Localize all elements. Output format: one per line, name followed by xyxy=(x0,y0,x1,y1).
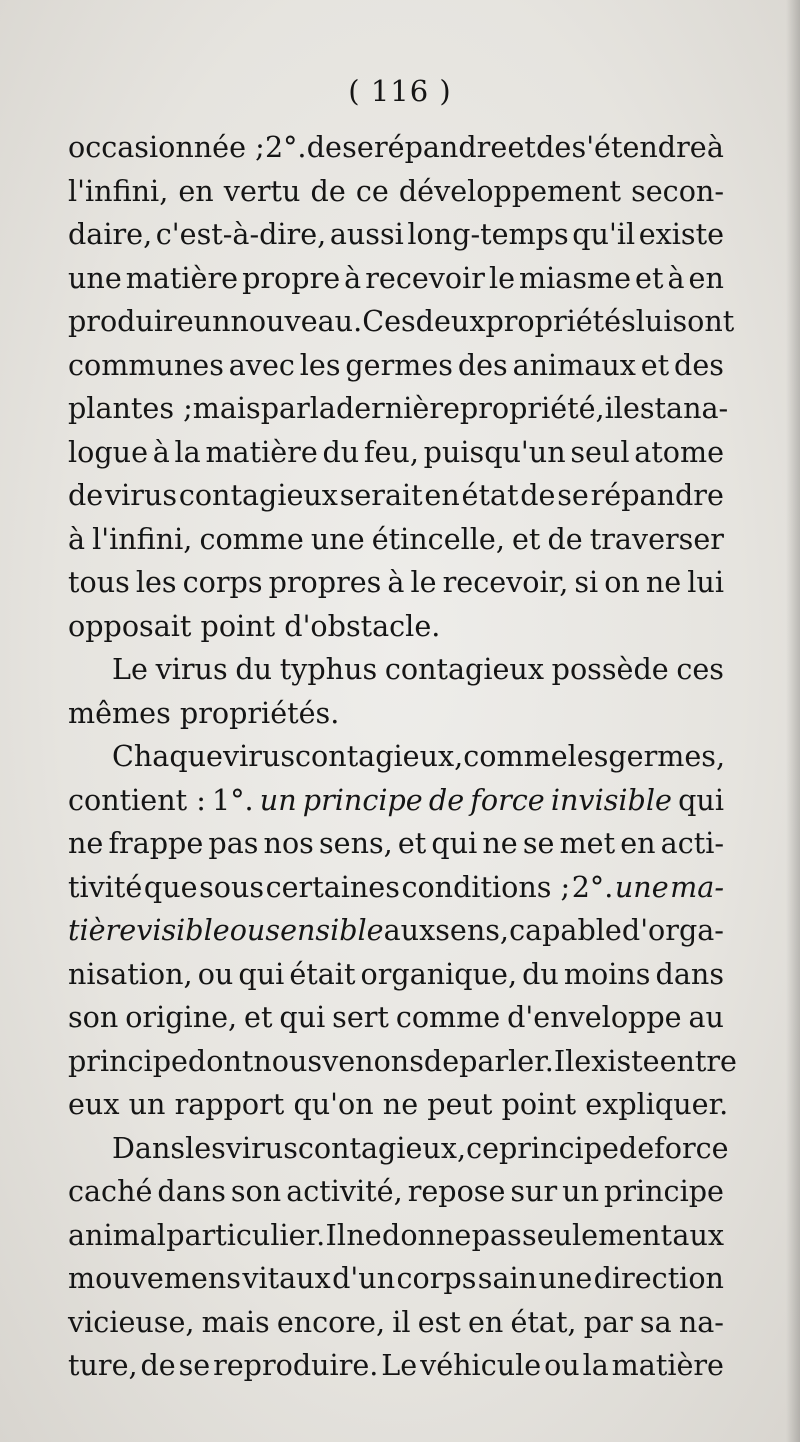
word: se xyxy=(342,130,374,164)
word: sous xyxy=(199,869,265,904)
word: vicieuse, xyxy=(68,1304,195,1339)
word: virus xyxy=(222,739,296,773)
word: virus xyxy=(225,1130,298,1165)
text-line xyxy=(68,1214,724,1258)
word: dans xyxy=(655,956,724,991)
word: contagieux, xyxy=(295,739,464,773)
word: long-temps xyxy=(407,217,569,251)
word: qu'il xyxy=(572,217,636,251)
word: peut xyxy=(427,1087,493,1121)
word: Il xyxy=(325,1217,346,1252)
word: le xyxy=(410,565,437,599)
word: pas xyxy=(471,1217,522,1252)
word: la xyxy=(174,434,201,469)
word: nisation, xyxy=(68,956,193,991)
word: comme xyxy=(463,739,568,773)
page-number: ( 116 ) xyxy=(348,74,452,108)
word: ou xyxy=(197,956,234,991)
word: propre xyxy=(242,260,341,295)
word: un xyxy=(128,1087,166,1121)
word: sain xyxy=(477,1261,538,1295)
word: sens, xyxy=(318,826,393,860)
word: se xyxy=(557,478,589,512)
word: visible xyxy=(136,913,230,947)
word: repose xyxy=(407,1174,506,1208)
text-line xyxy=(68,518,724,562)
word: ou xyxy=(544,1348,580,1382)
word: sa xyxy=(639,1304,672,1339)
word: est xyxy=(622,391,667,425)
word: matière xyxy=(125,260,239,295)
word: venons xyxy=(322,1043,424,1078)
word: principe xyxy=(302,782,423,817)
word: typhus xyxy=(279,652,378,686)
word: mêmes xyxy=(68,695,171,730)
word: lui xyxy=(635,304,673,338)
word: propriétés. xyxy=(179,695,340,730)
word: contagieux xyxy=(384,652,544,686)
word: corps xyxy=(396,1261,477,1295)
word: ne xyxy=(382,1087,419,1121)
word: ne xyxy=(68,826,104,860)
text-line xyxy=(68,692,724,736)
text-line xyxy=(68,866,724,910)
word: de xyxy=(423,1043,460,1078)
word: de xyxy=(140,1348,176,1382)
word: expliquer. xyxy=(585,1087,729,1121)
text-line xyxy=(68,126,724,170)
word: 2°. xyxy=(264,130,307,164)
word: à xyxy=(706,130,724,164)
word: puisqu'un xyxy=(423,434,566,469)
text-line xyxy=(68,822,724,866)
word: qui xyxy=(238,956,285,991)
word: vertu xyxy=(223,173,301,208)
word: que xyxy=(143,869,198,904)
word: 1°. xyxy=(212,782,254,817)
word: parler. xyxy=(459,1043,554,1078)
word: mais xyxy=(192,391,261,425)
word: les xyxy=(185,1130,226,1165)
word: en xyxy=(620,826,656,860)
word: encore, xyxy=(276,1304,386,1339)
word: ne xyxy=(482,826,518,860)
word: sur xyxy=(510,1174,558,1208)
word: le xyxy=(488,260,516,295)
word: il xyxy=(392,1304,411,1339)
word: matière xyxy=(611,1348,724,1382)
word: de xyxy=(618,1130,655,1165)
word: étincelle, xyxy=(371,521,505,556)
text-line xyxy=(68,996,724,1040)
word: l'infini, xyxy=(68,173,169,208)
text-line xyxy=(68,1170,724,1214)
word: recevoir, xyxy=(442,565,569,599)
word: seul xyxy=(570,434,630,469)
word: était xyxy=(289,956,356,991)
word: ma- xyxy=(670,869,724,904)
word: véhicule xyxy=(420,1348,542,1382)
word: avec xyxy=(228,347,295,382)
word: et xyxy=(507,130,536,164)
word: état xyxy=(461,478,519,512)
word: ne xyxy=(645,565,682,599)
word: dernière xyxy=(335,391,460,425)
word: développement xyxy=(398,173,621,208)
word: ce xyxy=(355,173,389,208)
word: lui xyxy=(687,565,724,599)
text-line xyxy=(68,953,724,997)
word: et xyxy=(511,521,541,556)
word: serait xyxy=(339,478,423,512)
word: Il xyxy=(553,1043,575,1078)
word: à xyxy=(667,260,685,295)
body-text xyxy=(68,126,737,1388)
text-line xyxy=(68,474,724,518)
word: de xyxy=(428,782,465,817)
word: seulement xyxy=(522,1217,673,1252)
word: on xyxy=(604,565,640,599)
word: occasionnée ; xyxy=(68,130,265,164)
word: matière xyxy=(205,434,318,469)
word: propriétés xyxy=(485,304,636,338)
word: moins xyxy=(563,956,651,991)
word: vitaux xyxy=(242,1261,331,1295)
text-line xyxy=(68,387,729,431)
word: et xyxy=(397,826,427,860)
word: du xyxy=(522,956,559,991)
word: à xyxy=(152,434,170,469)
word: acti- xyxy=(660,826,724,860)
word: de xyxy=(520,478,556,512)
word: virus xyxy=(155,652,228,686)
word: eux xyxy=(68,1087,120,1121)
word: au xyxy=(688,1000,724,1034)
word: recevoir xyxy=(365,260,485,295)
text-line xyxy=(68,300,735,344)
word: en xyxy=(424,478,460,512)
word: met xyxy=(559,826,616,860)
word: virus xyxy=(105,478,178,512)
word: l'infini, xyxy=(92,521,193,556)
word: un xyxy=(562,1174,600,1208)
word: nos xyxy=(263,826,314,860)
word: de xyxy=(306,130,342,164)
word: si xyxy=(574,565,599,599)
text-line xyxy=(68,1083,729,1127)
word: un xyxy=(193,304,231,338)
word: est xyxy=(417,1304,461,1339)
word: miasme xyxy=(519,260,632,295)
word: secon- xyxy=(631,173,724,208)
word: à xyxy=(68,521,86,556)
word: force xyxy=(470,782,545,817)
word: se xyxy=(522,826,555,860)
word: il xyxy=(604,391,623,425)
text-line xyxy=(68,561,724,605)
word: aux xyxy=(672,1217,724,1252)
word: de xyxy=(310,173,346,208)
word: en xyxy=(178,173,214,208)
word: point xyxy=(200,608,276,643)
word: propriété, xyxy=(459,391,605,425)
word: sert xyxy=(332,1000,389,1034)
word: les xyxy=(299,347,341,382)
word: en xyxy=(467,1304,504,1339)
word: d'orga- xyxy=(621,913,724,947)
word: animaux xyxy=(512,347,636,382)
word: na- xyxy=(678,1304,724,1339)
word: invisible xyxy=(550,782,672,817)
word: 2°. xyxy=(571,869,614,904)
word: comme xyxy=(199,521,304,556)
word: c'est-à-dire, xyxy=(155,217,327,251)
word: particulier. xyxy=(166,1217,326,1252)
word: caché xyxy=(68,1174,153,1208)
word: atome xyxy=(634,434,724,469)
text-line xyxy=(68,648,724,692)
word: reproduire. xyxy=(213,1348,379,1382)
word: principe xyxy=(604,1174,724,1208)
word: germes, xyxy=(608,739,726,773)
word: de xyxy=(536,130,572,164)
word: d'obstacle. xyxy=(284,608,441,643)
word: pas xyxy=(208,826,259,860)
word: principe xyxy=(499,1130,619,1165)
text-line xyxy=(68,431,724,475)
word: qu'on xyxy=(293,1087,374,1121)
word: dont xyxy=(187,1043,254,1078)
word: d'enveloppe xyxy=(507,1000,682,1034)
word: du xyxy=(322,434,360,469)
word: Dans xyxy=(112,1130,186,1165)
word: une xyxy=(310,521,365,556)
word: tivité xyxy=(68,869,143,904)
word: deux xyxy=(415,304,486,338)
text-line xyxy=(68,909,724,953)
word: sens, xyxy=(435,913,510,947)
word: ne xyxy=(346,1217,382,1252)
word: de xyxy=(68,478,104,512)
word: dans xyxy=(157,1174,226,1208)
word: son xyxy=(68,1000,119,1034)
word: répandre xyxy=(373,130,508,164)
word: activité, xyxy=(286,1174,403,1208)
word: origine, xyxy=(125,1000,238,1034)
word: direction xyxy=(593,1261,724,1295)
word: propres xyxy=(268,565,382,599)
word: Chaque xyxy=(112,739,223,773)
word: aux xyxy=(383,913,436,947)
word: rapport xyxy=(174,1087,285,1121)
text-line xyxy=(68,170,724,214)
word: s'étendre xyxy=(571,130,707,164)
word: mais xyxy=(201,1304,270,1339)
word: force xyxy=(654,1130,729,1165)
word: corps xyxy=(182,565,263,599)
text-line xyxy=(68,257,724,301)
word: logue xyxy=(68,434,149,469)
word: en xyxy=(688,260,724,295)
word: tous xyxy=(68,565,130,599)
word: feu, xyxy=(363,434,419,469)
text-line xyxy=(68,1301,724,1345)
text-line xyxy=(68,1127,729,1171)
word: point xyxy=(501,1087,577,1121)
word: et xyxy=(244,1000,273,1034)
word: daire, xyxy=(68,217,153,251)
word: un xyxy=(259,782,297,817)
word: conditions ; xyxy=(401,869,571,904)
word: ou xyxy=(229,913,266,947)
word: ana- xyxy=(666,391,729,425)
word: communes xyxy=(68,347,224,382)
word: existe xyxy=(574,1043,660,1078)
word: la xyxy=(582,1348,609,1382)
text-line xyxy=(68,1040,737,1084)
word: les xyxy=(135,565,177,599)
word: comme xyxy=(395,1000,501,1034)
word: contient : xyxy=(68,782,206,817)
word: possède xyxy=(551,652,669,686)
word: ce xyxy=(466,1130,499,1165)
word: une xyxy=(68,260,122,295)
word: nouveau. xyxy=(230,304,363,338)
text-line xyxy=(68,735,724,779)
word: produire xyxy=(68,304,194,338)
word: existe xyxy=(638,217,724,251)
page-edge-shadow xyxy=(786,0,800,1442)
word: mouvemens xyxy=(68,1261,241,1295)
word: état, xyxy=(510,1304,577,1339)
word: par xyxy=(583,1304,633,1339)
word: ces xyxy=(676,652,724,686)
word: aussi xyxy=(329,217,404,251)
word: sont xyxy=(672,304,735,338)
word: répandre xyxy=(590,478,724,512)
word: du xyxy=(235,652,273,686)
text-line xyxy=(68,213,724,257)
word: germes xyxy=(345,347,453,382)
word: son xyxy=(230,1174,282,1208)
word: certaines xyxy=(265,869,400,904)
word: de xyxy=(547,521,583,556)
word: Ces xyxy=(362,304,416,338)
word: organique, xyxy=(360,956,518,991)
word: sensible xyxy=(265,913,384,947)
word: Le xyxy=(112,652,148,686)
word: qui xyxy=(431,826,478,860)
word: nous xyxy=(253,1043,323,1078)
text-line xyxy=(68,1344,724,1388)
word: principe xyxy=(68,1043,188,1078)
word: donne xyxy=(382,1217,472,1252)
word: frappe xyxy=(108,826,204,860)
word: une xyxy=(614,869,669,904)
word: traverser xyxy=(589,521,724,556)
word: d'un xyxy=(332,1261,396,1295)
word: qui xyxy=(678,782,724,817)
text-line xyxy=(68,605,724,649)
word: la xyxy=(309,391,336,425)
word: à xyxy=(387,565,405,599)
word: des xyxy=(674,347,724,382)
word: et xyxy=(635,260,664,295)
text-line xyxy=(68,344,724,388)
word: des xyxy=(457,347,508,382)
word: plantes ; xyxy=(68,391,193,425)
word: opposait xyxy=(68,608,192,643)
word: et xyxy=(640,347,670,382)
word: les xyxy=(567,739,609,773)
word: à xyxy=(344,260,362,295)
word: animal xyxy=(68,1217,166,1252)
word: se xyxy=(178,1348,211,1382)
word: contagieux xyxy=(178,478,338,512)
word: capable xyxy=(509,913,622,947)
word: qui xyxy=(279,1000,326,1034)
word: une xyxy=(538,1261,593,1295)
word: par xyxy=(260,391,310,425)
text-line xyxy=(68,779,724,823)
word: contagieux, xyxy=(297,1130,467,1165)
text-line xyxy=(68,1257,724,1301)
word: ture, xyxy=(68,1348,138,1382)
word: tière xyxy=(68,913,137,947)
word: entre xyxy=(659,1043,737,1078)
word: Le xyxy=(381,1348,418,1382)
